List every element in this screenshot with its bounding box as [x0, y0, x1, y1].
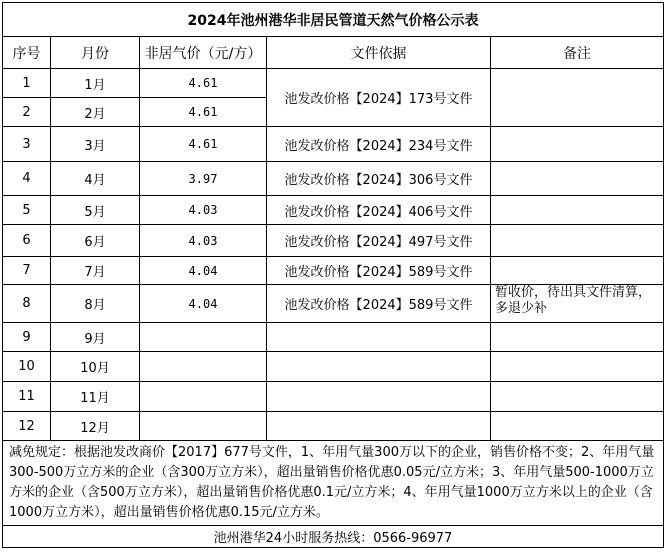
cell-month: 5月: [51, 196, 140, 225]
cell-price: [140, 352, 267, 382]
cell-month: 9月: [51, 323, 140, 352]
cell-month: 12月: [51, 412, 140, 441]
cell-note: [491, 162, 664, 196]
cell-doc: 池发改价格【2024】306号文件: [267, 162, 491, 196]
cell-price: 4.04: [140, 285, 267, 323]
reduction-footnote: 减免规定：根据池发改商价【2017】677号文件，1、年用气量300万以下的企业，销售价格不变；2、年用气量300-500万立方米的企业（含300万立方米），超出量销售价格优惠0.05元/立方米；3、年用气量500-1000万立方米的企业（含500万立方米），超出量销售价格优惠0.1元/立方米；4、年用气量1000万立方米以上的企业（含1000万立方米），超出量销售价格优惠0.15元/立方米。: [3, 441, 664, 526]
cell-seq: 9: [3, 323, 51, 352]
cell-note: [491, 257, 664, 285]
cell-month: 1月: [51, 69, 140, 98]
cell-seq: 5: [3, 196, 51, 225]
cell-note: [491, 127, 664, 162]
table-row: [3, 412, 664, 441]
table-row: [3, 225, 664, 257]
service-hotline: 池州港华24小时服务热线：0566-96977: [3, 526, 664, 548]
cell-seq: 4: [3, 162, 51, 196]
cell-doc: 池发改价格【2024】589号文件: [267, 285, 491, 323]
header-month: 月份: [51, 37, 140, 69]
cell-price: 4.61: [140, 127, 267, 162]
table-row: [3, 285, 664, 323]
header-seq: 序号: [3, 37, 51, 69]
table-title: 2024年池州港华非居民管道天然气价格公示表: [3, 3, 664, 37]
price-table-sheet: [2, 2, 663, 556]
cell-doc: 池发改价格【2024】589号文件: [267, 257, 491, 285]
cell-month: 6月: [51, 225, 140, 257]
cell-doc-jan-feb: 池发改价格【2024】173号文件: [267, 69, 491, 127]
cell-price: 4.61: [140, 69, 267, 98]
cell-doc: [267, 412, 491, 441]
table-row: [3, 162, 664, 196]
cell-note: [491, 352, 664, 382]
cell-seq: 10: [3, 352, 51, 382]
cell-note-aug: 暂收价，待出具文件清算，多退少补: [491, 285, 664, 323]
table-row: [3, 69, 664, 98]
table-row: [3, 352, 664, 382]
cell-month: 3月: [51, 127, 140, 162]
cell-seq: 11: [3, 382, 51, 412]
cell-price: [140, 412, 267, 441]
table-row: [3, 323, 664, 352]
cell-month: 4月: [51, 162, 140, 196]
cell-doc: [267, 323, 491, 352]
cell-doc: [267, 382, 491, 412]
cell-note: [491, 412, 664, 441]
cell-note: [491, 69, 664, 127]
cell-seq: 1: [3, 69, 51, 98]
cell-doc: 池发改价格【2024】497号文件: [267, 225, 491, 257]
cell-seq: 3: [3, 127, 51, 162]
cell-seq: 8: [3, 285, 51, 323]
table-row: [3, 257, 664, 285]
cell-month: 7月: [51, 257, 140, 285]
cell-doc: 池发改价格【2024】234号文件: [267, 127, 491, 162]
cell-doc: 池发改价格【2024】406号文件: [267, 196, 491, 225]
table-row: [3, 382, 664, 412]
cell-doc: [267, 352, 491, 382]
header-doc: 文件依据: [267, 37, 491, 69]
cell-month: 11月: [51, 382, 140, 412]
cell-seq: 2: [3, 98, 51, 127]
cell-price: 4.03: [140, 225, 267, 257]
cell-seq: 7: [3, 257, 51, 285]
cell-note: [491, 225, 664, 257]
cell-seq: 6: [3, 225, 51, 257]
cell-price: [140, 382, 267, 412]
table-row: [3, 127, 664, 162]
cell-month: 8月: [51, 285, 140, 323]
cell-note: [491, 382, 664, 412]
cell-note: [491, 196, 664, 225]
cell-seq: 12: [3, 412, 51, 441]
cell-price: 3.97: [140, 162, 267, 196]
cell-month: 2月: [51, 98, 140, 127]
cell-price: 4.61: [140, 98, 267, 127]
cell-price: 4.03: [140, 196, 267, 225]
table-row: [3, 196, 664, 225]
cell-price: 4.04: [140, 257, 267, 285]
cell-note: [491, 323, 664, 352]
cell-month: 10月: [51, 352, 140, 382]
header-price: 非居气价（元/方）: [140, 37, 267, 69]
header-note: 备注: [491, 37, 664, 69]
cell-price: [140, 323, 267, 352]
price-table: [2, 2, 664, 548]
